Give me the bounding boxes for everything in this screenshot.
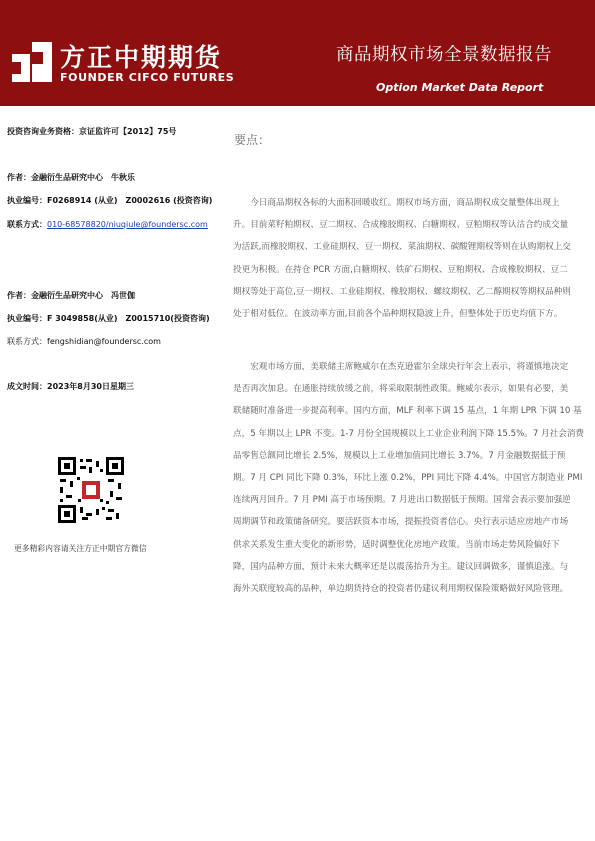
summary-paragraph-options [233,192,595,325]
paragraph-line: 升。目前菜籽粕期权、豆二期权、合成橡胶期权、白糖期权、豆粕期权等认沽合约成交量 [233,220,569,231]
paragraph-line: 今日商品期权各标的大面积回暖收红。期权市场方面，商品期权成交量整体出现上 [233,198,560,208]
paragraph-line: 海外关联度较高的品种，单边期货持仓的投资者仍建议利用期权保险策略做好风险管理。 [233,584,569,595]
paragraph-line: 投更为积极。在持仓 PCR 方面,白糖期权、铁矿石期权、豆粕期权、合成橡胶期权、豆二 [233,264,568,275]
paragraph-line: 宏观市场方面，美联储主席鲍威尔在杰克逊霍尔全球央行年会上表示，将谨慎地决定 [233,362,569,372]
paragraph-line: 品零售总额同比增长 2.5%，规模以上工业增加值同比增长 3.7%。7 月金融数据低于预 [233,450,566,461]
paragraph-line: 期权等处于高位,豆一期权、工业硅期权、橡胶期权、螺纹期权、乙二醇期权等期权品种则 [233,286,571,297]
paragraph-line: 点，5 年期以上 LPR 不变。1-7 月份全国规模以上工业企业利润下降 15.5%。7 月社会消费 [233,428,585,439]
summary-heading: 要点： [234,133,271,147]
summary-paragraph-macro [233,356,595,600]
contact-1 [7,219,208,230]
paragraph-line: 是否再次加息。在通胀持续放缓之前，将采取限制性政策。鲍威尔表示，如果有必要，美 [233,384,569,395]
author-2: 作者：金融衍生品研究中心 冯世伽 [7,291,135,300]
report-subtitle: Option Market Data Report [376,81,544,94]
founder-logo-icon [12,42,52,82]
company-name-en: FOUNDER CIFCO FUTURES [60,71,235,84]
cert-2: 执业编号：F 3049858(从业) Z0015710(投资咨询) [7,314,210,323]
paragraph-line: 处于相对低位。在波动率方面,目前各个品种期权隐波上升，但整体处于历史均值下方。 [233,309,563,320]
wechat-qr-code[interactable] [58,457,124,523]
contact-1-link[interactable]: 010-68578820/niuqiule@foundersc.com [47,220,208,229]
paragraph-line: 周期调节和政策储备研究。要活跃资本市场，提振投资者信心。央行表示适应房地产市场 [233,517,569,528]
cert-1: 执业编号：F0268914 (从业) Z0002616 (投资咨询) [7,196,213,205]
paragraph-line: 供求关系发生重大变化的新形势，适时调整优化房地产政策。当前市场走势风险偏好下 [233,539,560,550]
paragraph-line: 期。7 月 CPI 同比下降 0.3%，环比上涨 0.2%，PPI 同比下降 4.4%。中国官方制造业 PMI [233,473,583,484]
report-title: 商品期权市场全景数据报告 [336,45,552,65]
author-1: 作者：金融衍生品研究中心 牛秋乐 [7,173,135,182]
company-name-cn: 方正中期期货 [60,43,223,72]
paragraph-line: 降，国内品种方面，预计未来大概率还是以震荡抬升为主。建议回调做多，谨慎追涨。与 [233,561,569,572]
paragraph-line: 为活跃,而橡胶期权、工业硅期权、豆一期权、菜油期权、碳酸锂期权等则在认购期权上交 [233,242,571,253]
paragraph-line: 连续两月回升。7 月 PMI 高于市场预期。7 月进出口数据低于预期。国常会表示要加强逆 [233,495,571,506]
contact-1-label: 联系方式： [7,220,47,229]
license-line: 投资咨询业务资格：京证监许可【2012】75号 [7,127,177,136]
paragraph-line: 联储随时准备进一步提高利率。国内方面，MLF 利率下调 15 基点，1 年期 LPR 下调 10 基 [233,406,582,417]
report-date: 成文时间：2023年8月30日星期三 [7,382,134,391]
qr-caption: 更多精彩内容请关注方正中期官方微信 [14,544,147,553]
contact-2: 联系方式：fengshidian@foundersc.com [7,337,161,346]
report-header [0,0,595,106]
